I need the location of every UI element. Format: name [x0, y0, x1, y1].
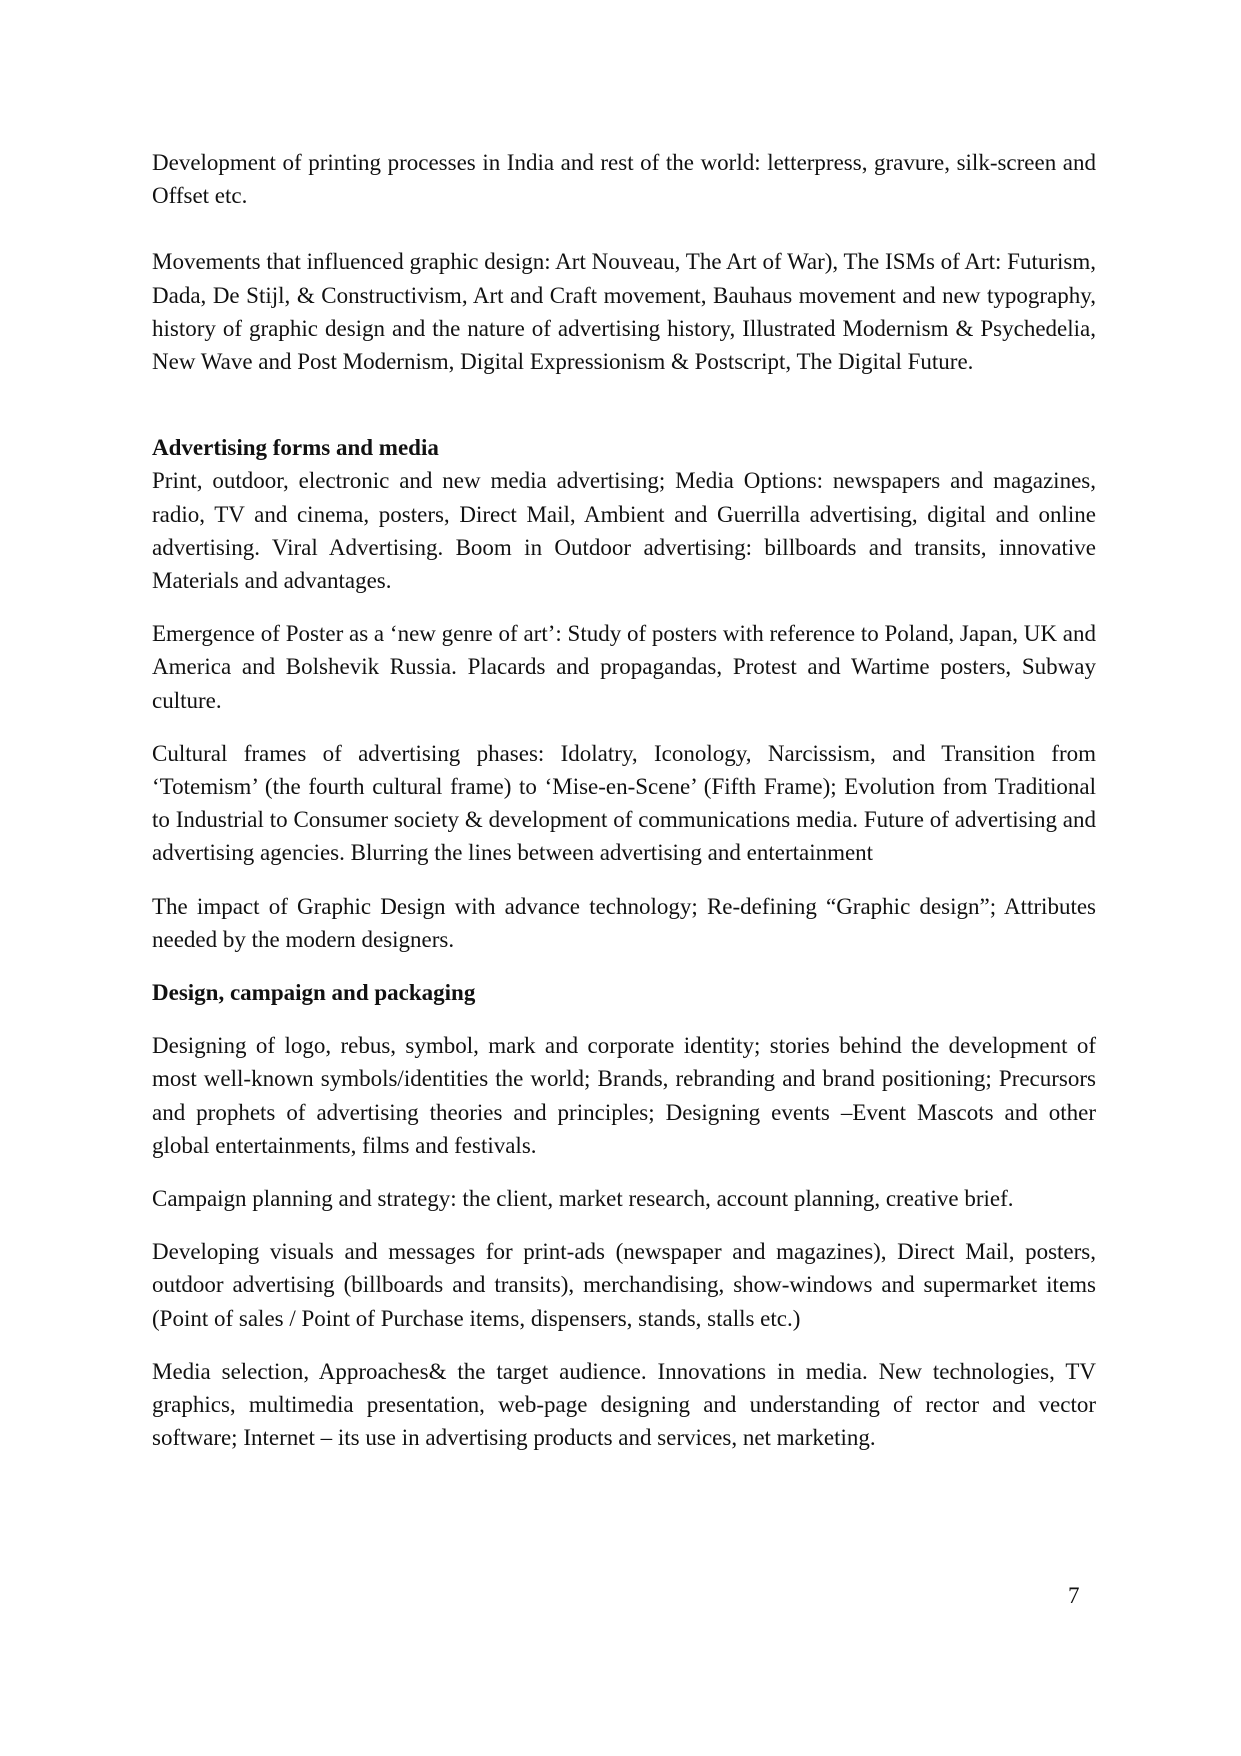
paragraph-advertising-media: Print, outdoor, electronic and new media advertising; Media Options: newspapers and magazines, radio, TV and cinema, posters, Direct Mail, Ambient and Guerrilla advertising, digital and online advertising. Viral Advertising. Boom in Outdoor advertising: billboards and transits, innovative Materials and advantages. — [152, 468, 1096, 594]
paragraph-graphic-design-impact: The impact of Graphic Design with advance technology; Re-defining “Graphic design”; Attributes needed by the modern designers. — [152, 893, 1096, 952]
paragraph-cultural-frames: Cultural frames of advertising phases: Idolatry, Iconology, Narcissism, and Transition from ‘Totemism’ (the fourth cultural frame) to ‘Mise-en-Scene’ (Fifth Frame); Evolution from Traditional to Industrial to Consumer society & development of communications media. Future of advertising and advertising agencies. Blurring the lines between advertising and entertainment — [152, 740, 1096, 866]
section-heading-advertising-forms: Advertising forms and media — [152, 435, 439, 461]
page-number: 7 — [1068, 1583, 1080, 1608]
paragraph-printing-processes: Development of printing processes in India and rest of the world: letterpress, gravure, silk-screen and Offset etc. — [152, 150, 1096, 209]
document-page — [152, 146, 1096, 1455]
paragraph-logo-identity: Designing of logo, rebus, symbol, mark and corporate identity; stories behind the development of most well-known symbols/identities the world; Brands, rebranding and brand positioning; Precursors and prophets of advertising theories and principles; Designing events –Event Mascots and other global entertainments, films and festivals. — [152, 1033, 1096, 1158]
paragraph-visuals-messages: Developing visuals and messages for print-ads (newspaper and magazines), Direct Mail, posters, outdoor advertising (billboards and transits), merchandising, show-windows and supermarket items (Point of sales / Point of Purchase items, dispensers, stands, stalls etc.) — [152, 1239, 1096, 1331]
paragraph-design-movements: Movements that influenced graphic design: Art Nouveau, The Art of War), The ISMs of Art: Futurism, Dada, De Stijl, & Constructivism, Art and Craft movement, Bauhaus movement and new typography, history of graphic design and the nature of advertising history, Illustrated Modernism & Psychedelia, New Wave and Post Modernism, Digital Expressionism & Postscript, The Digital Future. — [152, 249, 1096, 375]
paragraph-media-selection: Media selection, Approaches& the target audience. Innovations in media. New technologies, TV graphics, multimedia presentation, web-page designing and understanding of rector and vector software; Internet – its use in advertising products and services, net marketing. — [152, 1358, 1096, 1451]
paragraph-poster-genre: Emergence of Poster as a ‘new genre of art’: Study of posters with reference to Poland, Japan, UK and America and Bolshevik Russia. Placards and propagandas, Protest and Wartime posters, Subway culture. — [152, 621, 1096, 713]
section-heading-design-campaign: Design, campaign and packaging — [152, 980, 476, 1006]
paragraph-campaign-planning: Campaign planning and strategy: the client, market research, account planning, creative brief. — [152, 1186, 1014, 1212]
